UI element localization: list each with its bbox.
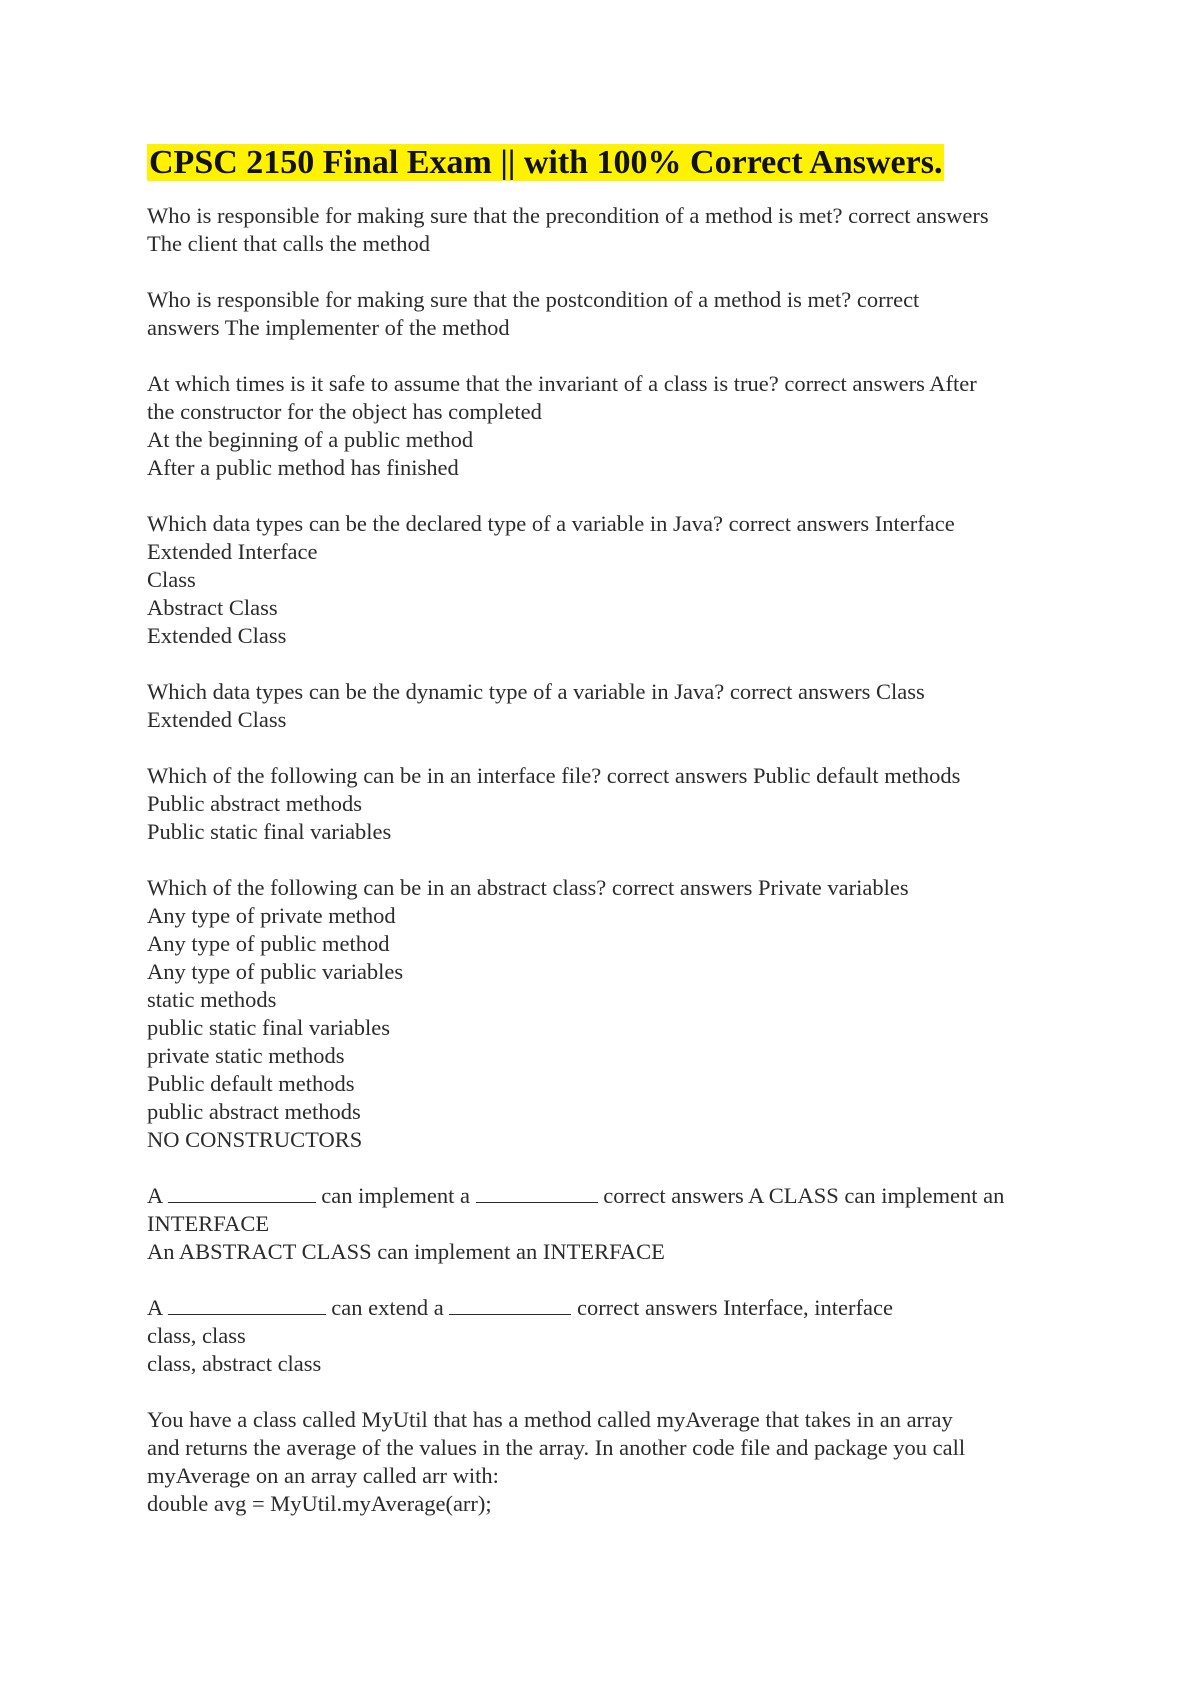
qa-line: Extended Interface — [147, 539, 318, 564]
qa-line: double avg = MyUtil.myAverage(arr); — [147, 1491, 492, 1516]
qa-line: the constructor for the object has completed — [147, 399, 542, 424]
qa-line: Who is responsible for making sure that the postcondition of a method is met? correct — [147, 287, 920, 312]
qa-line: public abstract methods — [147, 1099, 361, 1124]
qa-line: Which of the following can be in an interface file? correct answers Public default methods — [147, 763, 961, 788]
blank-middle-text: can implement a — [321, 1183, 470, 1208]
title-highlight: CPSC 2150 Final Exam || with 100% Correct Answers. — [149, 144, 943, 181]
qa-block-abstract-class — [147, 874, 1077, 1154]
qa-line: Extended Class — [147, 707, 287, 732]
qa-block-dynamic-type — [147, 678, 1077, 734]
qa-line: static methods — [147, 987, 277, 1012]
qa-line: You have a class called MyUtil that has a method called myAverage that takes in an array — [147, 1407, 953, 1432]
document-title — [147, 142, 1077, 184]
qa-block-extend-blank — [147, 1294, 1077, 1378]
qa-line: Abstract Class — [147, 595, 278, 620]
qa-line: Extended Class — [147, 623, 287, 648]
qa-line: At the beginning of a public method — [147, 427, 474, 452]
blank-prefix: A — [147, 1295, 163, 1320]
qa-line: An ABSTRACT CLASS can implement an INTERFACE — [147, 1239, 665, 1264]
qa-line: answers The implementer of the method — [147, 315, 510, 340]
qa-line: Which data types can be the declared type of a variable in Java? correct answers Interface — [147, 511, 955, 536]
qa-line-with-blanks — [147, 1182, 1077, 1210]
fill-in-blank — [168, 1184, 316, 1203]
qa-line: After a public method has finished — [147, 455, 459, 480]
qa-line: public static final variables — [147, 1015, 391, 1040]
qa-block-implement-blank — [147, 1182, 1077, 1266]
qa-line: The client that calls the method — [147, 231, 431, 256]
qa-block-invariant — [147, 370, 1077, 482]
fill-in-blank — [449, 1296, 571, 1315]
qa-line: At which times is it safe to assume that the invariant of a class is true? correct answers After — [147, 371, 977, 396]
blank-prefix: A — [147, 1183, 163, 1208]
qa-line: and returns the average of the values in the array. In another code file and package you call — [147, 1435, 966, 1460]
qa-line: Any type of private method — [147, 903, 396, 928]
blank-middle-text: can extend a — [331, 1295, 444, 1320]
qa-block-postcondition — [147, 286, 1077, 342]
qa-line: INTERFACE — [147, 1211, 270, 1236]
qa-line: NO CONSTRUCTORS — [147, 1127, 363, 1152]
qa-line: Any type of public variables — [147, 959, 404, 984]
qa-block-precondition — [147, 202, 1077, 258]
document-page — [147, 142, 1077, 1546]
blank-answer-text: correct answers Interface, interface — [576, 1295, 893, 1320]
qa-block-interface-file — [147, 762, 1077, 846]
qa-line: Public static final variables — [147, 819, 392, 844]
qa-block-myutil — [147, 1406, 1077, 1518]
qa-line: Public default methods — [147, 1071, 355, 1096]
qa-line: Which of the following can be in an abstract class? correct answers Private variables — [147, 875, 909, 900]
qa-line: class, abstract class — [147, 1351, 322, 1376]
fill-in-blank — [476, 1184, 598, 1203]
qa-line: myAverage on an array called arr with: — [147, 1463, 499, 1488]
qa-line: Class — [147, 567, 196, 592]
qa-line-with-blanks — [147, 1294, 1077, 1322]
qa-line: Who is responsible for making sure that the precondition of a method is met? correct answers — [147, 203, 989, 228]
fill-in-blank — [168, 1296, 326, 1315]
qa-line: Any type of public method — [147, 931, 390, 956]
blank-answer-text: correct answers A CLASS can implement an — [603, 1183, 1005, 1208]
qa-line: Public abstract methods — [147, 791, 362, 816]
qa-line: private static methods — [147, 1043, 345, 1068]
qa-block-declared-type — [147, 510, 1077, 650]
qa-line: Which data types can be the dynamic type of a variable in Java? correct answers Class — [147, 679, 925, 704]
qa-line: class, class — [147, 1323, 246, 1348]
